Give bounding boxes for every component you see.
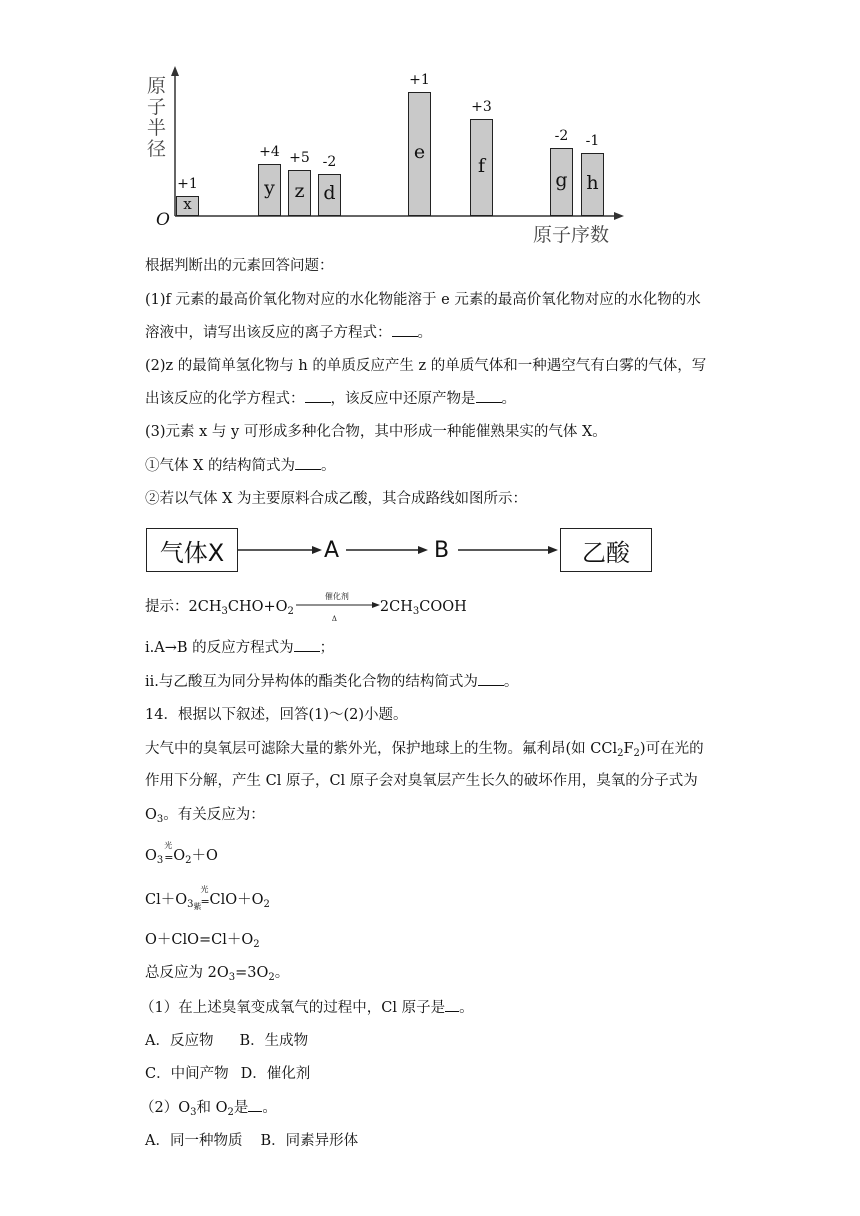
r2-sub2: 2 bbox=[263, 899, 270, 910]
bar-label-d: d bbox=[323, 182, 336, 204]
para-line2: 作用下分解，产生 Cl 原子，Cl 原子会对臭氧层产生长久的破坏作用，臭氧的分子式为 bbox=[145, 773, 698, 789]
flow-end-box bbox=[560, 528, 652, 572]
q1-line2 bbox=[145, 322, 432, 343]
valence-label-d: -2 bbox=[322, 154, 337, 170]
q3-1-blank[interactable] bbox=[295, 455, 321, 470]
bar-h bbox=[581, 153, 604, 216]
option-1d[interactable]: D．催化剂 bbox=[240, 1066, 311, 1082]
q1-end: 。 bbox=[417, 325, 432, 341]
valence-label-x: +1 bbox=[177, 176, 198, 192]
sub-q1-text: （1）在上述臭氧变成氧气的过程中，Cl 原子是 bbox=[140, 1000, 446, 1016]
valence-label-h: -1 bbox=[585, 133, 600, 149]
sub-q1 bbox=[140, 997, 474, 1018]
sub-q2-sub3: 3 bbox=[190, 1107, 197, 1118]
r3-sub2: 2 bbox=[253, 939, 260, 950]
hint-sub-2: 2 bbox=[287, 606, 294, 617]
q2-text-b: ，该反应中还原产物是 bbox=[330, 391, 476, 407]
para3-o: O bbox=[145, 807, 157, 823]
sub-q1-options-cd bbox=[145, 1064, 310, 1084]
bar-label-z: z bbox=[294, 180, 305, 202]
flow-end-label: 乙酸 bbox=[582, 538, 630, 567]
total-sub2: 2 bbox=[268, 972, 275, 983]
r1-sub3: 3 bbox=[156, 855, 164, 866]
heat-symbol: Δ bbox=[331, 615, 337, 623]
q3-1-end: 。 bbox=[321, 458, 336, 474]
valence-label-e: +1 bbox=[409, 72, 430, 88]
bar-label-x: x bbox=[183, 195, 192, 213]
para1-end: )可在光的 bbox=[639, 741, 704, 757]
total-text-b: =3O bbox=[235, 965, 269, 981]
q3-1-line bbox=[145, 455, 336, 476]
x-axis-label: 原子序数 bbox=[533, 224, 610, 246]
sub-q2-end: 。 bbox=[262, 1100, 277, 1116]
hint-sub-3: 3 bbox=[412, 606, 420, 617]
bar-y bbox=[258, 164, 281, 216]
para3-sub: 3 bbox=[156, 814, 164, 825]
total-reaction bbox=[145, 963, 289, 988]
sub-q2-options-ab bbox=[145, 1131, 358, 1151]
bar-z bbox=[288, 170, 311, 216]
r2-sub3: 3 bbox=[187, 899, 194, 910]
r2-cl-o3: Cl＋O bbox=[145, 892, 188, 908]
y-axis-label: 原 子 半 径 bbox=[147, 75, 167, 160]
option-1b[interactable]: B．生成物 bbox=[239, 1033, 309, 1049]
qi-blank[interactable] bbox=[294, 637, 320, 652]
catalyst-arrow bbox=[294, 592, 380, 623]
valence-label-f: +3 bbox=[471, 99, 492, 115]
sub-q2-text-c: 是 bbox=[233, 1100, 249, 1116]
hint-sub-1: 3 bbox=[221, 606, 228, 617]
q2-line2 bbox=[145, 388, 516, 409]
synthesis-route bbox=[146, 528, 656, 574]
catalyst-label: 催化剂 bbox=[324, 592, 349, 601]
bar-label-h: h bbox=[586, 172, 599, 194]
bar-f bbox=[470, 119, 493, 216]
qi-line bbox=[145, 637, 334, 658]
r1-o3: O bbox=[145, 848, 157, 864]
valence-label-y: +4 bbox=[259, 144, 280, 160]
qii-text: ii.与乙酸互为同分异构体的酯类化合物的结构简式为 bbox=[145, 674, 478, 690]
hint-text-4: COOH bbox=[419, 599, 467, 615]
q3-1-text: ①气体 X 的结构简式为 bbox=[145, 458, 296, 474]
option-2a[interactable]: A．同一种物质 bbox=[145, 1133, 243, 1149]
bar-label-f: f bbox=[477, 155, 486, 177]
bar-e bbox=[408, 92, 431, 216]
origin-label: O bbox=[156, 210, 170, 230]
q3-2-line: ②若以气体 X 为主要原料合成乙酸，其合成路线如图所示： bbox=[145, 491, 528, 507]
para-line1 bbox=[145, 739, 704, 764]
sub-q2 bbox=[140, 1097, 277, 1123]
atomic-radius-chart bbox=[140, 60, 640, 245]
r2-clo-o2: ClO＋O bbox=[209, 892, 264, 908]
reaction-1 bbox=[145, 841, 218, 871]
valence-label-g: -2 bbox=[554, 128, 569, 144]
sub-q2-blank[interactable] bbox=[248, 1097, 262, 1112]
sub-q1-end: 。 bbox=[459, 1000, 474, 1016]
x-axis-arrow bbox=[614, 212, 624, 220]
bar-d bbox=[318, 174, 341, 216]
sub-q2-sub2: 2 bbox=[227, 1107, 234, 1118]
sub-q1-options-ab bbox=[145, 1031, 308, 1051]
flow-node-b: B bbox=[434, 538, 450, 563]
q1-text: 溶液中，请写出该反应的离子方程式： bbox=[145, 325, 392, 341]
hint-text-2: CHO+O bbox=[227, 599, 288, 615]
para1-f: F bbox=[623, 741, 634, 757]
q2-text-a: 出该反应的化学方程式： bbox=[145, 391, 305, 407]
qii-blank[interactable] bbox=[478, 671, 504, 686]
total-end: 。 bbox=[274, 965, 290, 981]
r2-light-label: 光 bbox=[200, 885, 209, 894]
r1-sub2: 2 bbox=[185, 855, 192, 866]
para1-sub1: 2 bbox=[617, 748, 624, 759]
r2-light-sign: 光 紫 = bbox=[194, 890, 210, 904]
flow-start-label: 气体X bbox=[159, 538, 225, 567]
q14-title: 14．根据以下叙述，回答(1)～(2)小题。 bbox=[145, 707, 408, 723]
q1-line1: (1)f 元素的最高价氧化物对应的水化物能溶于 e 元素的最高价氧化物对应的水化物的水 bbox=[145, 292, 701, 308]
r1-light-label: 光 bbox=[164, 841, 173, 850]
y-axis-arrow bbox=[171, 66, 179, 76]
para1-text: 大气中的臭氧层可滤除大量的紫外光，保护地球上的生物。氟利昂(如 CCl bbox=[145, 741, 618, 757]
para-line3 bbox=[145, 805, 265, 830]
r1-o2: O bbox=[173, 848, 186, 864]
para3-text: 。有关反应为： bbox=[163, 807, 265, 823]
option-1c[interactable]: C．中间产物 bbox=[145, 1066, 229, 1082]
q2-end: 。 bbox=[501, 391, 516, 407]
qii-line bbox=[145, 671, 518, 692]
para1-sub2: 2 bbox=[633, 748, 640, 759]
bar-label-g: g bbox=[555, 169, 568, 191]
hint-text-1: 提示：2CH bbox=[145, 599, 222, 615]
sub-q1-blank[interactable] bbox=[445, 997, 459, 1012]
r3-text: O＋ClO=Cl＋O bbox=[145, 932, 254, 948]
reaction-3 bbox=[145, 930, 260, 955]
r1-light-sign: 光 = bbox=[163, 846, 173, 860]
valence-label-z: +5 bbox=[289, 150, 310, 166]
bar-label-y: y bbox=[264, 177, 275, 199]
q3-line: (3)元素 x 与 y 可形成多种化合物，其中形成一种能催熟果实的气体 X。 bbox=[145, 424, 607, 440]
q2-product-blank[interactable] bbox=[476, 388, 502, 403]
hint-text-3: 2CH bbox=[379, 599, 413, 615]
qi-text: i.A→B 的反应方程式为 bbox=[145, 640, 294, 656]
q2-line1: (2)z 的最简单氢化物与 h 的单质反应产生 z 的单质气体和一种遇空气有白雾的气体，写 bbox=[145, 358, 707, 374]
q2-equation-blank[interactable] bbox=[305, 388, 331, 403]
option-2b[interactable]: B．同素异形体 bbox=[260, 1133, 359, 1149]
q1-answer-blank[interactable] bbox=[392, 322, 418, 337]
total-sub3: 3 bbox=[228, 972, 236, 983]
r1-o: ＋O bbox=[191, 848, 218, 864]
hint-line bbox=[145, 592, 467, 623]
bar-label-e: e bbox=[413, 141, 426, 163]
option-1a[interactable]: A．反应物 bbox=[145, 1033, 214, 1049]
sub-q2-text-a: （2）O bbox=[140, 1100, 191, 1116]
bar-g bbox=[550, 148, 573, 216]
qii-end: 。 bbox=[503, 674, 519, 690]
total-text: 总反应为 2O bbox=[145, 965, 229, 981]
bar-x bbox=[176, 196, 199, 216]
flow-node-a: A bbox=[324, 538, 340, 563]
qi-end: ； bbox=[319, 640, 335, 656]
sub-q2-text-b: 和 O bbox=[196, 1100, 228, 1116]
intro-text: 根据判断出的元素回答问题： bbox=[145, 258, 334, 274]
reaction-2 bbox=[145, 885, 270, 915]
r2-uv-label: 紫 bbox=[193, 902, 202, 911]
